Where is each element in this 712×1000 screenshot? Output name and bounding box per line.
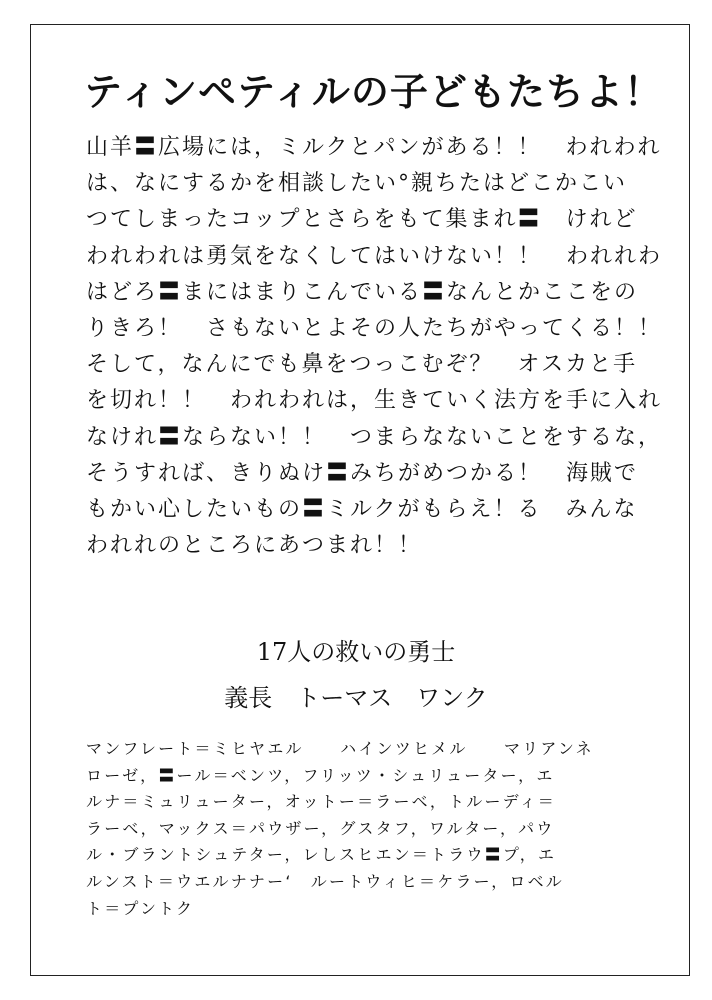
names-list (86, 736, 646, 922)
body-line: を切れ！！ われわれは，生きていく法方を手に入れ (86, 388, 663, 414)
body-line: そして，なんにでも鼻をつっこむぞ？ オスカと手 (86, 352, 638, 378)
body-line: はどろ〓まにはまりこんでいる〓なんとかここをの (86, 279, 639, 305)
body-line: なけれ〓ならない！！ つまらなないことをするな， (86, 424, 663, 450)
names-line: ラーベ，マックス＝パウザー，グスタフ，ワルター，パウ (86, 818, 555, 838)
names-line: ルナ＝ミュリューター，オットー＝ラーベ，トルーディ＝ (86, 792, 557, 812)
body-text (86, 130, 663, 564)
body-line: もかい心したいもの〓ミルクがもらえ！る みんな (86, 496, 638, 522)
leader-heading: 義長 トーマス ワンク (224, 684, 488, 712)
body-line: われれのところにあつまれ！！ (86, 533, 423, 559)
page-title: ティンペティルの子どもたちよ！ (84, 70, 663, 114)
section-heading: 17人の救いの勇士 (256, 638, 456, 666)
body-line: りきろ！ さもないとよその人たちがやってくる！！ (86, 315, 663, 341)
body-line: そうすれば、きりぬけ〓みちがめつかる！ 海賊で (86, 460, 639, 486)
names-line: ト＝プントク (86, 898, 195, 918)
body-line: 山羊〓広場には，ミルクとパンがある！！ われわれ (86, 135, 662, 160)
body-line: は、なにするかを相談したい°親ちたはどこかこい (86, 171, 628, 197)
body-line: つてしまったコップとさらをもて集まれ〓 けれど (86, 207, 638, 233)
names-line: マンフレート＝ミヒヤエル ハインツヒメル マリアンネ (86, 739, 594, 758)
names-line: ローゼ，〓ール＝ベンツ，フリッツ・シュリューター，エ (86, 765, 555, 785)
names-line: ル・ブラントシュテター，レしスヒエン＝トラウ〓プ，エ (86, 845, 557, 865)
names-line: ルンスト＝ウエルナナー‘ ルートウィヒ＝ケラー，ロベル (86, 871, 565, 891)
body-line: われわれは勇気をなくしてはいけない！！ われれわ (86, 243, 663, 269)
